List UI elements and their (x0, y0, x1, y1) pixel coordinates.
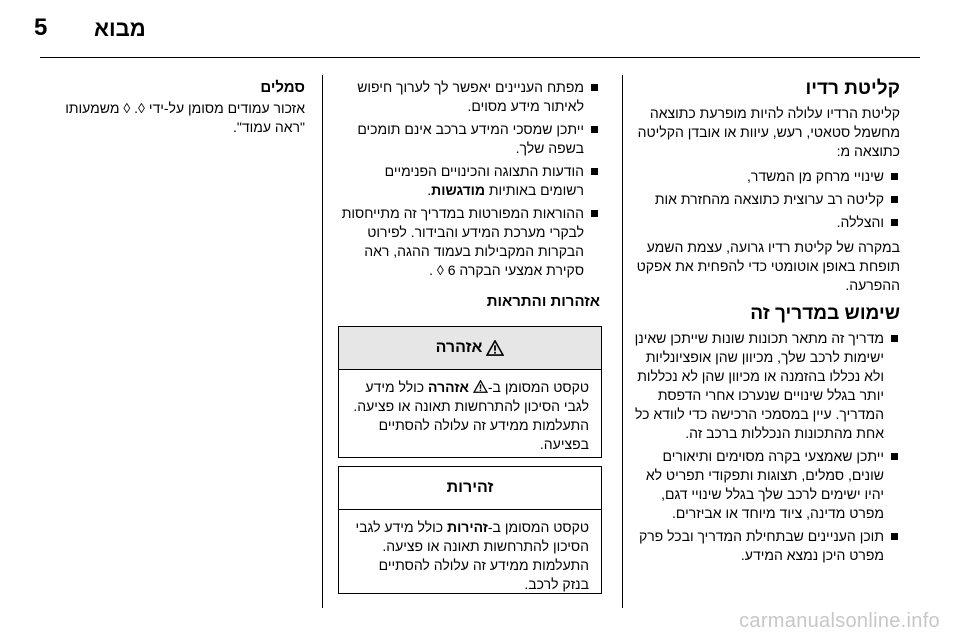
caution-bold-term: זהירות (447, 519, 488, 535)
list-item (338, 162, 600, 200)
warning-triangle-icon (473, 380, 488, 393)
list-item: והצללה. (633, 213, 900, 232)
symbols-title: סמלים (260, 79, 305, 96)
right-column (633, 78, 900, 571)
warning-triangle-icon (486, 340, 504, 356)
middle-column (338, 78, 600, 313)
column-divider-right (622, 75, 623, 608)
list-item-text: הודעות התצוגה והכינויים הפנימיים רשומים באותיות (384, 163, 584, 198)
usage-list (633, 329, 900, 565)
usage-title: שימוש במדריך זה (750, 303, 900, 324)
caution-box-header (339, 467, 601, 510)
caution-box-body (339, 510, 601, 602)
symbols-text: אזכור עמודים מסומן על-ידי ◊. ◊ משמעותו "ראה עמוד". (65, 100, 305, 135)
warning-box-body (339, 370, 601, 462)
page-title: מבוא (94, 16, 146, 41)
bold-term: מודגשות (431, 182, 485, 198)
caution-box-title: זהירות (446, 479, 494, 496)
list-item-end: . (427, 182, 432, 198)
list-item: שינויי מרחק מן המשדר, (633, 167, 900, 186)
header-rule (40, 57, 920, 58)
radio-reception-title: קליטת רדיו (805, 78, 900, 99)
warning-box (338, 326, 602, 458)
warning-text-rest: כולל מידע לגבי הסיכון להתרחשות תאונה או פציעה. התעלמות ממידע זה עלולה להסתיים בפציעה. (353, 379, 589, 452)
list-item (338, 204, 600, 280)
usage-list-continued (338, 78, 600, 280)
list-item: קליטה רב ערוצית כתוצאה מהחזרת אות (633, 190, 900, 209)
list-item: ייתכן שאמצעי בקרה מסוימים ותיאורים שונים, סמלים, תצוגות ותפקודי תפריט לא יהיו ישימים לרכב שלך בגלל שינויי דגם, מפרט מדינה, ציוד מיוחד או אביזרים. (633, 447, 900, 523)
list-item: ייתכן שמסכי המידע ברכב אינם תומכים בשפה שלך. (338, 120, 600, 158)
caution-text-rest: כולל מידע לגבי הסיכון להתרחשות תאונה או פציעה. התעלמות ממידע זה עלולה להסתיים בנזק לרכב. (355, 519, 589, 592)
list-item: מדריך זה מתאר תכונות שונות שייתכן שאינן ישימות לרכב שלך, מכיוון שהן אופציונליות ולא נכללו בהזמנה או מכיוון שהן לא נכללות יותר בגלל שינויים שנערכו אחרי הדפסת המדריך. עיין במסמכי הרכישה כדי לוודא כל אחת מהתכונות הנכללות ברכב זה. (633, 329, 900, 443)
warnings-title: אזהרות והתראות (486, 293, 600, 310)
radio-reception-intro: קליטת הרדיו עלולה להיות מופרעת כתוצאה מחשמל סטאטי, רעש, עיוות או אובדן הקליטה כתוצאה מ: (637, 105, 900, 159)
warning-box-title: אזהרה (435, 339, 483, 356)
list-item: תוכן העניינים שבתחילת המדריך ובכל פרק מפרט היכן נמצא המידע. (633, 527, 900, 565)
page-number: 5 (34, 14, 48, 41)
watermark: carmanualsonline.info (739, 610, 940, 632)
page-reference: 6 ◊ . (429, 262, 456, 278)
column-divider-left (322, 75, 323, 608)
radio-reception-after: במקרה של קליטת רדיו גרועה, עצמת השמע תופחת באופן אוטומטי כדי להפחית את אפקט ההפרעה. (636, 239, 900, 293)
warning-box-header (339, 327, 601, 370)
left-column (40, 78, 305, 143)
caution-box (338, 466, 602, 594)
caution-text-start: טקסט המסומן ב- (487, 519, 589, 535)
list-item-text: ההוראות המפורטות במדריך זה מתייחסות לבקרי מערכת המידע והבידור. לפירוט הבקרות המקבילות בעמוד ההגה, ראה סקירת אמצעי הבקרה (341, 205, 584, 278)
warning-bold-term: אזהרה (428, 379, 469, 395)
reception-causes-list (633, 167, 900, 232)
warning-text-start: טקסט המסומן ב- (487, 379, 589, 395)
list-item: מפתח העניינים יאפשר לך לערוך חיפוש לאיתור מידע מסוים. (338, 78, 600, 116)
